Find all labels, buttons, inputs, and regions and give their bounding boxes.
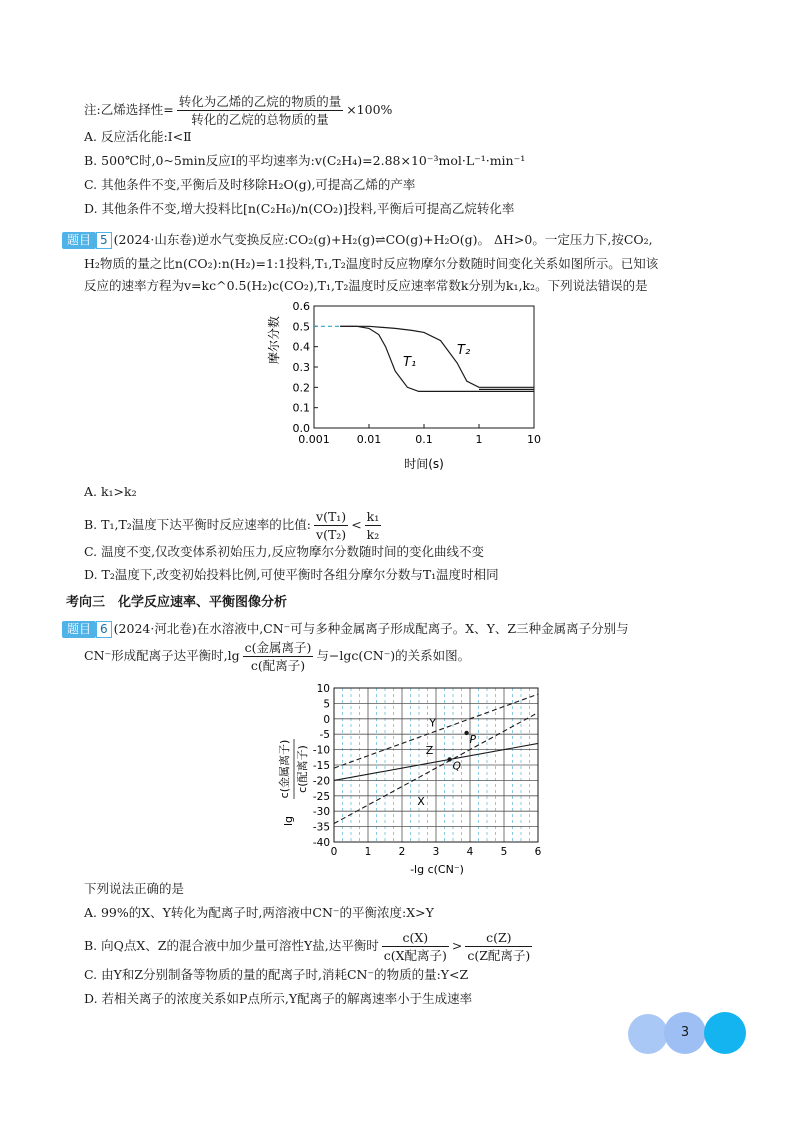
q6-line2 (84, 640, 470, 673)
q4-option-d: D. 其他条件不变,增大投料比[n(C₂H₆)/n(CO₂)]投料,平衡后可提高乙烷转化率 (84, 201, 515, 216)
chart2-ytick-label: -35 (312, 821, 330, 834)
q4-option-a: A. 反应活化能:Ⅰ<Ⅱ (84, 129, 192, 144)
q5-option-b-num: v(T₁) (316, 509, 347, 524)
chart1-xlabel: 时间(s) (404, 457, 444, 471)
q5-line2: H₂物质的量之比n(CO₂):n(H₂)=1:1投料,T₁,T₂温度时反应物摩尔分数随时间变化关系如图所示。已知该 (84, 256, 659, 271)
q6-option-d: D. 若相关离子的浓度关系如P点所示,Y配离子的解离速率小于生成速率 (84, 991, 473, 1006)
chart1-xtick-label: 1 (475, 433, 483, 446)
note-denominator: 转化的乙烷的总物质的量 (191, 112, 329, 127)
q6-line2-num: c(金属离子) (244, 640, 312, 655)
chart1-axes (293, 300, 542, 446)
chart1-series-T1 (340, 326, 534, 391)
svg-text:c(金属离子): c(金属离子) (278, 739, 291, 799)
chart2-ytick-label: -25 (312, 790, 330, 803)
chart1-ytick-label: 0.3 (292, 361, 310, 374)
chart2-xtick-label: 5 (500, 846, 508, 858)
note-fraction (177, 94, 344, 127)
q5-tag: 题目 (62, 232, 96, 249)
chart1-ytick-label: 0.5 (292, 320, 310, 334)
page-number: 3 (664, 1012, 706, 1054)
chart2-label-Z: Z (425, 744, 434, 758)
chart2-label-X: X (417, 795, 425, 809)
chart2-ylabel (277, 739, 309, 826)
chart2-ytick-label: 0 (323, 713, 330, 726)
note-line (84, 94, 392, 127)
chart2-ytick-label: 5 (323, 698, 330, 711)
chart1-label-t1: T₁ (403, 355, 417, 370)
chart2-xtick-label: 6 (534, 846, 542, 858)
q6-tag: 题目 (62, 621, 96, 638)
chart2-ytick-label: -15 (312, 760, 330, 772)
chart2-ytick-label: -30 (312, 806, 330, 819)
chart1-xtick-label: 0.001 (298, 433, 330, 446)
q6-question: 下列说法正确的是 (84, 881, 185, 896)
chart1-ytick-label: 0.2 (292, 381, 310, 395)
chart1-ylabel: 摩尔分数 (267, 315, 281, 365)
q6-option-b-frac2 (465, 930, 532, 963)
chart2-point-P (464, 731, 468, 735)
q6-option-b-num2: c(Z) (465, 930, 532, 947)
q5-option-b (84, 509, 384, 542)
chart2-xlabel: -lg c(CN⁻) (410, 863, 464, 876)
q6-option-c: C. 由Y和Z分别制备等物质的量的配离子时,消耗CN⁻的物质的量:Y<Z (84, 967, 469, 982)
chart2-ytick-label: -5 (319, 729, 330, 742)
q6-number: 6 (96, 621, 112, 638)
chart2-point-label-Q: Q (452, 760, 461, 773)
page-badge-circle-left (628, 1014, 668, 1054)
q6-option-b (84, 930, 535, 963)
note-numerator: 转化为乙烯的乙烷的物质的量 (178, 94, 342, 109)
note-prefix: 注:乙烯选择性= (84, 102, 174, 117)
q6-line2-den: c(配离子) (250, 658, 306, 673)
chart2-xtick-label: 0 (330, 846, 338, 858)
q6-line1 (62, 620, 629, 638)
q6-option-b-text: B. 向Q点X、Z的混合液中加少量可溶性Y盐,达平衡时 (84, 938, 379, 953)
chart2-ytick-label: -10 (312, 744, 330, 757)
chart2-ytick-label: 10 (316, 683, 330, 695)
chart2-xtick-label: 4 (466, 846, 474, 858)
chart2-point-label-P: P (469, 733, 476, 746)
chart2-xtick-label: 3 (432, 846, 440, 858)
q5-option-b-lt: < (351, 517, 362, 532)
q6-option-b-gt: > (451, 938, 463, 953)
q6-option-b-frac1 (382, 930, 449, 963)
q4-option-b: B. 500℃时,0~5min反应Ⅰ的平均速率为:v(C₂H₄)=2.88×10⁻³mol·L⁻¹·min⁻¹ (84, 153, 526, 168)
q6-line2-prefix: CN⁻形成配离子达平衡时,lg (84, 648, 240, 663)
chart1-xtick-label: 0.1 (415, 433, 433, 446)
chart2-ytick-label: -20 (312, 775, 330, 788)
q6-line2-frac (243, 640, 314, 673)
chart1-ytick-label: 0.6 (292, 300, 310, 313)
chart1-xtick-label: 10 (527, 433, 541, 446)
q5-option-c: C. 温度不变,仅改变体系初始压力,反应物摩尔分数随时间的变化曲线不变 (84, 544, 485, 559)
chart1-series-T2 (340, 326, 534, 387)
q5-number: 5 (96, 232, 112, 249)
page-badge-circle-right (704, 1012, 746, 1054)
chart2-grid (334, 688, 538, 842)
chart1-frame (314, 306, 534, 428)
q6-option-b-den2: c(Z配离子) (467, 948, 531, 963)
q5-option-a: A. k₁>k₂ (84, 484, 137, 499)
section-heading: 考向三 化学反应速率、平衡图像分析 (66, 595, 288, 610)
chart1-ytick-label: 0.0 (292, 422, 310, 435)
q5-text-1: (2024·山东卷)逆水气变换反应:CO₂(g)+H₂(g)⇌CO(g)+H₂O(g)。 ΔH>0。一定压力下,按CO₂, (113, 232, 653, 247)
svg-text:c(配离子): c(配离子) (296, 745, 309, 793)
q6-text-1: (2024·河北卷)在水溶液中,CN⁻可与多种金属离子形成配离子。X、Y、Z三种金属离子分别与 (113, 621, 629, 636)
q5-option-d: D. T₂温度下,改变初始投料比例,可使平衡时各组分摩尔分数与T₁温度时相同 (84, 567, 499, 582)
q5-option-b-knum: k₁ (366, 509, 380, 524)
chart2-ytick-label: -40 (312, 837, 330, 849)
chart2-point-Q (447, 757, 451, 761)
chart1-xtick-label: 0.01 (356, 433, 382, 446)
chart1-ytick-label: 0.4 (292, 340, 310, 354)
q5-line1 (62, 231, 653, 249)
chart1-series (314, 326, 534, 391)
q5-option-b-text: B. T₁,T₂温度下达平衡时反应速率的比值: (84, 517, 312, 532)
chart2-xtick-label: 1 (364, 846, 372, 858)
q6-option-b-num1: c(X) (382, 930, 449, 947)
q5-option-b-kfrac (365, 509, 382, 542)
q4-option-c: C. 其他条件不变,平衡后及时移除H₂O(g),可提高乙烯的产率 (84, 177, 416, 192)
q5-option-b-kden: k₂ (366, 527, 380, 542)
complex-ion-chart (270, 680, 560, 876)
note-suffix: ×100% (346, 102, 393, 117)
q6-line2-suffix: 与−lgc(CN⁻)的关系如图。 (316, 648, 471, 663)
q6-option-a: A. 99%的X、Y转化为配离子时,两溶液中CN⁻的平衡浓度:X>Y (84, 905, 434, 920)
q6-option-b-den1: c(X配离子) (383, 948, 447, 963)
chart2-xtick-label: 2 (398, 846, 406, 858)
q5-option-b-den: v(T₂) (316, 527, 347, 542)
chart1-label-t2: T₂ (457, 343, 471, 358)
chart1-ytick-label: 0.1 (292, 401, 310, 415)
svg-text:lg: lg (282, 815, 295, 827)
mole-fraction-chart (262, 296, 562, 474)
chart2-axes (313, 683, 542, 858)
chart2-label-Y: Y (429, 716, 436, 730)
q5-line3: 反应的速率方程为v=kc^0.5(H₂)c(CO₂),T₁,T₂温度时反应速率常数k分别为k₁,k₂。下列说法错误的是 (84, 278, 648, 293)
q5-option-b-frac (314, 509, 348, 542)
